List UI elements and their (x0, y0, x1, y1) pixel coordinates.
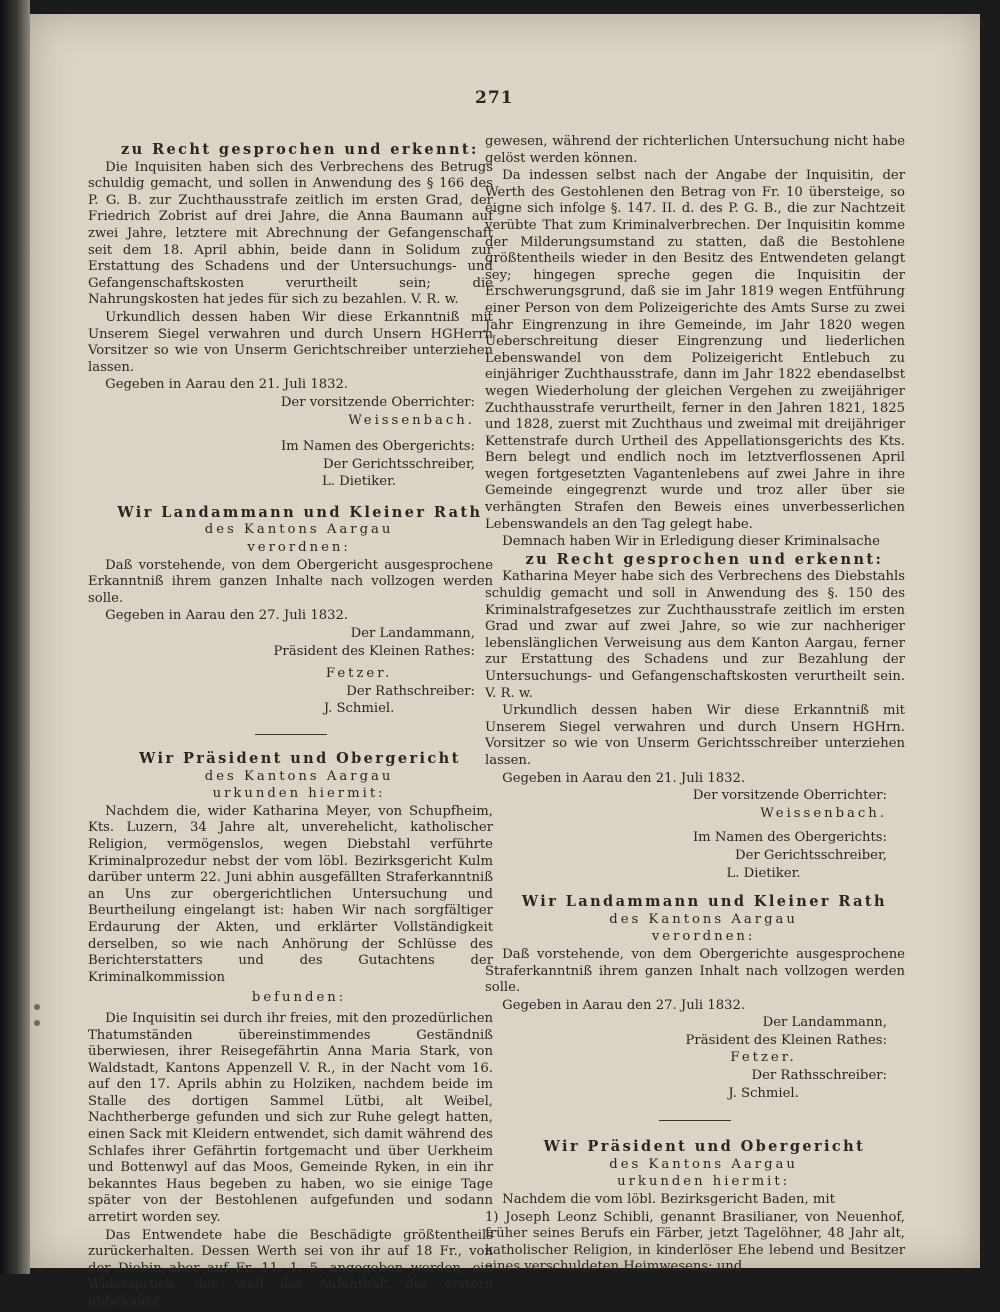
paragraph: Das Entwendete habe die Beschädigte größtentheils zurückerhalten. Dessen Werth sei von ihr auf 18 Fr., von der Diebin aber auf Fr. 11. 1. 5. angegeben worden, ein Widerspruch, der, weil der Aufenthalt der erstern unbekannt (88, 1227, 493, 1309)
section-subheading: befunden: (251, 990, 347, 1006)
paragraph: Katharina Meyer habe sich des Verbrechens des Diebstahls schuldig gemacht und soll in Anwendung des §. 150 des Kriminalstrafgesetzes zur Zuchthausstrafe zeitlich im ersten Grad und zwar auf zwei Jahre, so wie zur nachheriger lebenslänglichen Verweisung aus dem Kanton Aargau, ferner zur Erstattung des Schadens und zur Bezahlung der Untersuchungs- und Gefangenschaftskosten verurtheilt sein. V. R. w. (485, 569, 905, 701)
section-subheading: des Kantons Aargau (204, 768, 394, 784)
signature-line: Im Namen des Obergerichts: (692, 830, 887, 846)
date-line: Gegeben in Aarau den 27. Juli 1832. (105, 608, 349, 624)
signature-line: Der Landammann, (350, 626, 475, 642)
right-column (485, 134, 905, 1277)
section-subheading: des Kantons Aargau (609, 1156, 798, 1172)
signature-name: Fetzer. (730, 1050, 797, 1066)
binding-hole (34, 1020, 40, 1026)
binding-hole (34, 1004, 40, 1010)
signature-name: Weissenbach. (348, 412, 475, 428)
paragraph: Daß vorstehende, von dem Obergericht ausgesprochene Erkanntniß ihrem ganzen Inhalte nach vollzogen werden solle. (88, 557, 493, 606)
section-heading: Wir Präsident und Obergericht (543, 1138, 866, 1156)
paragraph: 1) Joseph Leonz Schibli, genannt Brasilianer, von Neuenhof, früher seines Berufs ein Färber, jetzt Tagelöhner, 48 Jahr alt, katholischer Religion, in kinderlöser Ehe lebend und Besitzer eines verschuldeten Heimwesens; und (485, 1209, 905, 1275)
section-subheading: des Kantons Aargau (609, 911, 798, 927)
paragraph: Nachdem die, wider Katharina Meyer, von Schupfheim, Kts. Luzern, 34 Jahre alt, unverehelicht, katholischer Religion, vermögenslos, wegen Diebstahl verführte Kriminalprozedur nebst der vom löbl. Bezirksgericht Kulm darüber unterm 22. Juni abhin ausgefällten Straferkanntniß an Uns zur obergerichtlichen Untersuchung und Beurtheilung eingelangt ist: haben Wir nach sorgfältiger Erdaurung der Akten, und erklärter Vollständigkeit derselben, so wie nach Anhörung der Schlüsse des Berichterstatters und des Gutachtens der Kriminalkommission (88, 803, 493, 985)
section-divider (255, 734, 327, 735)
signature-line: Der vorsitzende Oberrichter: (280, 394, 475, 410)
section-heading: Wir Landammann und Kleiner Rath (117, 503, 483, 521)
signature-line: Der Gerichtsschreiber, (735, 847, 887, 863)
paragraph: Daß vorstehende, von dem Obergerichte ausgesprochene Straferkanntniß ihrem ganzen Inhalt nach vollzogen werden solle. (485, 946, 905, 996)
signature-name: J. Schmiel. (728, 1085, 799, 1101)
signature-name: L. Dietiker. (726, 865, 801, 881)
signature-line: Der Rathsschreiber: (751, 1068, 887, 1084)
paragraph: Die Inquisitin sei durch ihr freies, mit den prozedürlichen Thatumständen übereinstimmendes Geständniß überwiesen, ihrer Reisegefährtin Anna Maria Stark, von Waldstadt, Kantons Appenzell V. R., in der Nacht vom 16. auf den 17. Aprils abhin zu Holziken, nachdem beide im Stalle des dortigen Sammel Lütbi, alt Weibel, Nachtherberge gefunden und sich zur Ruhe gelegt hatten, einen Sack mit Kleidern entwendet, sich damit während des Schlafes ihrer Gefährtin fortgemacht und über Uerkheim und Bottenwyl auf das Moos, Gemeinde Ryken, in ein ihr bekanntes Haus begeben zu haben, wo sie einige Tage später von der Bestohlenen aufgefunden und sodann arretirt worden sey. (88, 1010, 493, 1226)
signature-line: Der Rathschreiber: (346, 683, 475, 699)
paragraph: Da indessen selbst nach der Angabe der Inquisitin, der Werth des Gestohlenen den Betrag von Fr. 10 übersteige, so eigne sich infolge §. 147. II. d. des P. G. B., die zur Nachtzeit verübte That zum Kriminalverbrechen. Der Inquisitin komme der Milderungsumstand zu statten, daß die Bestohlene größtentheils wieder in den Besitz des Entwendeten gelangt sey; hingegen spreche gegen die Inquisitin der Erschwerungsgrund, daß sie im Jahr 1819 wegen Entführung einer Person von dem Polizeigerichte des Amts Surse zu zwei Jahr Eingrenzung in ihre Gemeinde, im Jahr 1820 wegen Ueberschreitung dieser Eingrenzung und liederlichen Lebenswandel von dem Polizeigericht Entlebuch zu einjähriger Zuchthausstrafe, dann im Jahr 1822 ebendaselbst wegen Wiederholung der gleichen Vergehen zu zweijähriger Zuchthausstrafe verurtheilt, ferner in den Jahren 1821, 1825 und 1828, zuerst mit Zuchthaus und zweimal mit dreijähriger Kettenstrafe durch Urtheil des Appellationsgerichts des Kts. Bern belegt und endlich noch im letztverflossenen April wegen fortgesetzten Vagantenlebens auf zwei Jahre in ihre Gemeinde eingegrenzt wurde und troz aller über sie verhängten Strafen den Beweis eines unverbesserlichen Lebenswandels an den Tag gelegt habe. (485, 168, 905, 532)
paragraph: gewesen, während der richterlichen Untersuchung nicht habe gelöst werden können. (485, 134, 905, 166)
paragraph: Die Inquisiten haben sich des Verbrechens des Betrugs schuldig gemacht, und sollen in Anwendung des § 166 des P. G. B. zur Zuchthausstrafe zeitlich im ersten Grad, der Friedrich Zobrist auf drei Jahre, die Anna Baumann auf zwei Jahre, letztere mit Abrechnung der Gefangenschaft seit dem 18. April abhin, beide dann in Solidum zur Erstattung des Schadens und der Untersuchungs- und Gefangenschaftskosten verurtheilt sein; die Nahrungskosten hat jedes für sich zu bezahlen. V. R. w. (88, 159, 493, 308)
section-subheading: verordnen: (247, 540, 351, 556)
section-heading: zu Recht gesprochen und erkennt: (121, 141, 479, 158)
signature-line: Präsident des Kleinen Rathes: (273, 643, 475, 659)
scan-binding-edge (0, 0, 30, 1274)
signature-line: Der Gerichtsschreiber, (323, 456, 475, 472)
section-subheading: urkunden hiermit: (212, 786, 386, 802)
section-subheading: verordnen: (651, 929, 756, 945)
paragraph: Urkundlich dessen haben Wir diese Erkanntniß mit Unserem Siegel verwahren und durch Unsern HGHerrn Vorsitzer so wie von Unserm Gerichtschreiber unterziehen lassen. (88, 309, 493, 375)
section-divider (659, 1120, 731, 1121)
section-subheading: urkunden hiermit: (617, 1174, 791, 1190)
signature-line: Präsident des Kleinen Rathes: (685, 1032, 887, 1048)
left-column (88, 142, 493, 1312)
signature-line: Der Landammann, (762, 1015, 887, 1031)
date-line: Gegeben in Aarau den 21. Juli 1832. (502, 770, 746, 786)
signature-name: Fetzer. (325, 666, 393, 682)
section-heading: zu Recht gesprochen und erkennt: (525, 550, 884, 568)
date-line: Gegeben in Aarau den 27. Juli 1832. (502, 997, 746, 1013)
signature-name: Weissenbach. (760, 805, 887, 821)
section-heading: Wir Präsident und Obergericht (139, 750, 461, 767)
signature-line: Der vorsitzende Oberrichter: (692, 788, 887, 804)
signature-name: J. Schmiel. (323, 701, 395, 717)
section-heading: Wir Landammann und Kleiner Rath (521, 893, 887, 911)
paragraph: Urkundlich dessen haben Wir diese Erkanntniß mit Unserem Siegel verwahren und durch Unsern HGHrn. Vorsitzer so wie von Unserm Gerichtsschreiber unterziehen lassen. (485, 703, 905, 768)
section-subheading: des Kantons Aargau (204, 522, 394, 538)
document-page (30, 14, 980, 1309)
signature-line: Im Namen des Obergerichts: (280, 439, 475, 455)
page-number: 271 (475, 88, 514, 108)
date-line: Gegeben in Aarau den 21. Juli 1832. (105, 377, 349, 393)
signature-name: L. Dietiker. (322, 474, 397, 490)
paragraph: Nachdem die vom löbl. Bezirksgericht Baden, mit (502, 1192, 835, 1208)
paragraph: Demnach haben Wir in Erledigung dieser Kriminalsache (502, 534, 880, 550)
